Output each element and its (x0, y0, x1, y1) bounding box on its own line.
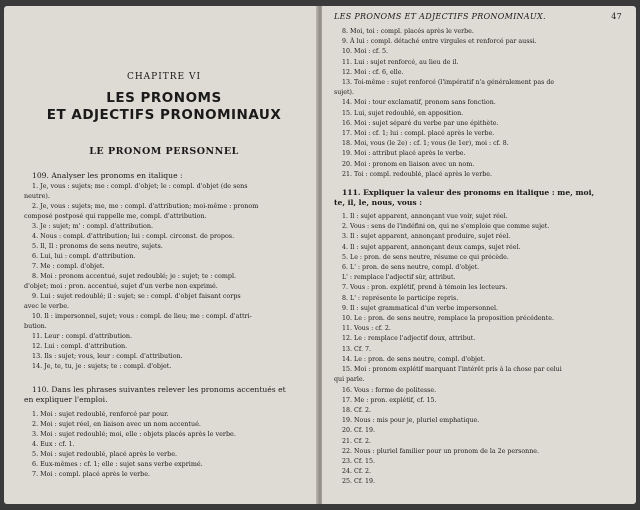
answer-line: 22. Nous : pluriel familier pour un pronom de la 2e personne. (342, 447, 539, 455)
running-head (334, 12, 626, 24)
answer-line: neutre). (24, 192, 50, 200)
answer-line: 8. Moi : pronom accentué, sujet redoublé; je : sujet; te : compl. (32, 272, 237, 280)
answer-line: 10. Moi : cf. 5. (342, 48, 389, 56)
chapter-label: CHAPITRE VI (126, 72, 202, 82)
exercise-109-heading: 109. Analyser les pronoms en italique : (32, 171, 183, 180)
answer-line: 12. Moi : cf. 6, elle. (342, 68, 404, 76)
answer-line: 19. Nous : mis pour je, pluriel emphatique. (342, 417, 480, 425)
left-page (4, 6, 318, 504)
answer-line: 19. Moi : attribut placé après le verbe. (342, 150, 466, 158)
answer-line: avec le verbe. (24, 302, 70, 310)
answer-line: composé postposé qui rappelle me, compl. d'attribution. (24, 212, 207, 220)
chapter-title-line-2: ET ADJECTIFS PRONOMINAUX (46, 107, 282, 123)
answer-line: 5. Moi : sujet redoublé, placé après le verbe. (32, 450, 178, 458)
answer-line: d'objet; moi : pron. accentué, sujet d'un verbe non exprimé. (24, 282, 218, 290)
exercise-111-heading (334, 188, 626, 208)
answer-line: 18. Cf. 2. (342, 406, 371, 414)
exercise-110-heading (24, 385, 304, 405)
answer-line: 8. L' : représente le participe repris. (342, 294, 459, 302)
chapter-title (24, 90, 304, 124)
answer-line: 15. Lui, sujet redoublé, en apposition. (342, 109, 464, 117)
answer-line: 12. Le : remplace l'adjectif doux, attribut. (342, 335, 476, 343)
section-heading: LE PRONOM PERSONNEL (89, 146, 239, 157)
answer-line: 3. Il : sujet apparent, annonçant produire, sujet réel. (342, 233, 511, 241)
answer-line: 5. Le : pron. de sens neutre, résume ce qui précède. (342, 253, 509, 261)
answer-line: 17. Me : pron. explétif, cf. 15. (342, 396, 437, 404)
answer-line: 16. Vous : forme de politesse. (342, 386, 437, 394)
answer-line: 18. Moi, vous (le 2e) : cf. 1; vous (le 1er), moi : cf. 8. (342, 140, 509, 148)
answer-line: 1. Moi : sujet redoublé, renforcé par pour. (32, 410, 169, 418)
answer-line: 3. Moi : sujet redoublé; moi, elle : objets placés après le verbe. (32, 430, 236, 438)
answer-line: 21. Toi : compl. redoublé, placé après le verbe. (342, 170, 492, 178)
answer-line: 2. Moi : sujet réel, en liaison avec un nom accentué. (32, 420, 201, 428)
answer-line: 15. Moi : pronom explétif marquant l'intérêt pris à la chose par celui (342, 366, 562, 374)
answer-line: bution. (24, 322, 47, 330)
exercise-110-continued (334, 27, 626, 180)
exercise-109-answers (24, 181, 304, 371)
answer-line: 5. Il, Il : pronoms de sens neutre, sujets. (32, 242, 163, 250)
answer-line: 23. Cf. 15. (342, 457, 375, 465)
answer-line: 8. Moi, toi : compl. placés après le verbe. (342, 28, 474, 35)
answer-line: 7. Moi : compl. placé après le verbe. (32, 470, 151, 478)
answer-line: 3. Je : sujet; m' : compl. d'attribution. (32, 222, 154, 230)
answer-line: 9. Il : sujet grammatical d'un verbe impersonnel. (342, 304, 499, 312)
answer-line: 14. Moi : tour exclamatif, pronom sans fonction. (342, 99, 496, 107)
answer-line: 25. Cf. 19. (342, 478, 375, 486)
exercise-111-heading-line-2: te, il, le, nous, vous : (334, 198, 423, 208)
exercise-110-answers (24, 409, 304, 479)
answer-line: 11. Lui : sujet renforcé, au lieu de il. (342, 58, 459, 66)
answer-line: qui parle. (334, 376, 365, 384)
answer-line: 20. Cf. 19. (342, 427, 375, 435)
answer-line: 12. Lui : compl. d'attribution. (32, 342, 128, 350)
answer-line: 24. Cf. 2. (342, 468, 371, 476)
answer-line: sujet). (334, 89, 354, 97)
answer-line: 9. À lui : compl. détaché entre virgules et renforcé par aussi. (342, 38, 537, 46)
exercise-110-heading-line-2: en expliquer l'emploi. (24, 395, 108, 404)
answer-line: 1. Je, vous : sujets; me : compl. d'objet; le : compl. d'objet (de sens (32, 182, 248, 190)
running-head-title: LES PRONOMS ET ADJECTIFS PRONOMINAUX. (334, 12, 546, 21)
answer-line: 20. Moi : pronom en liaison avec un nom. (342, 160, 475, 168)
answer-line: 6. Lui, lui : compl. d'attribution. (32, 252, 136, 260)
exercise-110-heading-line-1: 110. Dans les phrases suivantes relever les pronoms accentués et (32, 385, 286, 394)
answer-line: 13. Cf. 7. (342, 345, 371, 353)
answer-line: 21. Cf. 2. (342, 437, 371, 445)
answer-line: L' : remplace l'adjectif sûr, attribut. (342, 274, 456, 282)
answer-line: 2. Vous : sens de l'indéfini on, qui ne s'emploie que comme sujet. (342, 223, 550, 231)
answer-line: 16. Moi : sujet séparé du verbe par une épithète. (342, 119, 499, 127)
answer-line: 9. Lui : sujet redoublé; il : sujet; se : compl. d'objet faisant corps (32, 292, 241, 300)
answer-line: 11. Vous : cf. 2. (342, 325, 391, 333)
answer-line: 17. Moi : cf. 1; lui : compl. placé après le verbe. (342, 130, 495, 138)
answer-line: 6. Eux-mêmes : cf. 1; elle : sujet sans verbe exprimé. (32, 460, 203, 468)
answer-line: 13. Ils : sujet; vous, leur : compl. d'attribution. (32, 352, 183, 360)
exercise-111-answers (334, 212, 626, 487)
answer-line: 4. Nous : compl. d'attribution; lui : compl. circonst. de propos. (32, 232, 235, 240)
answer-line: 7. Me : compl. d'objet. (32, 262, 105, 270)
answer-line: 2. Je, vous : sujets; me, me : compl. d'attribution; moi-même : pronom (32, 202, 259, 210)
answer-line: 10. Il : impersonnel, sujet; vous : compl. de lieu; me : compl. d'attri- (32, 312, 252, 320)
answer-line: 14. Le : pron. de sens neutre, compl. d'objet. (342, 355, 486, 363)
answer-line: 10. Le : pron. de sens neutre, remplace la proposition précédente. (342, 315, 554, 323)
answer-line: 4. Eux : cf. 1. (32, 440, 75, 448)
answer-line: 11. Leur : compl. d'attribution. (32, 332, 132, 340)
page-number: 47 (611, 12, 622, 21)
answer-line: 6. L' : pron. de sens neutre, compl. d'objet. (342, 264, 480, 272)
chapter-title-line-1: LES PRONOMS (106, 90, 222, 106)
answer-line: 1. Il : sujet apparent, annonçant vue voir, sujet réel. (342, 213, 508, 221)
exercise-111-heading-line-1: 111. Expliquer la valeur des pronoms en italique : me, moi, (342, 188, 595, 198)
answer-line: 7. Vous : pron. explétif, prend à témoin les lecteurs. (342, 284, 508, 292)
right-page (322, 6, 636, 504)
answer-line: 13. Toi-même : sujet renforcé (l'impératif n'a généralement pas de (342, 79, 555, 87)
answer-line: 14. Je, te, tu, je : sujets; te : compl. d'objet. (32, 362, 172, 370)
answer-line: 4. Il : sujet apparent, annonçant deux camps, sujet réel. (342, 243, 521, 251)
